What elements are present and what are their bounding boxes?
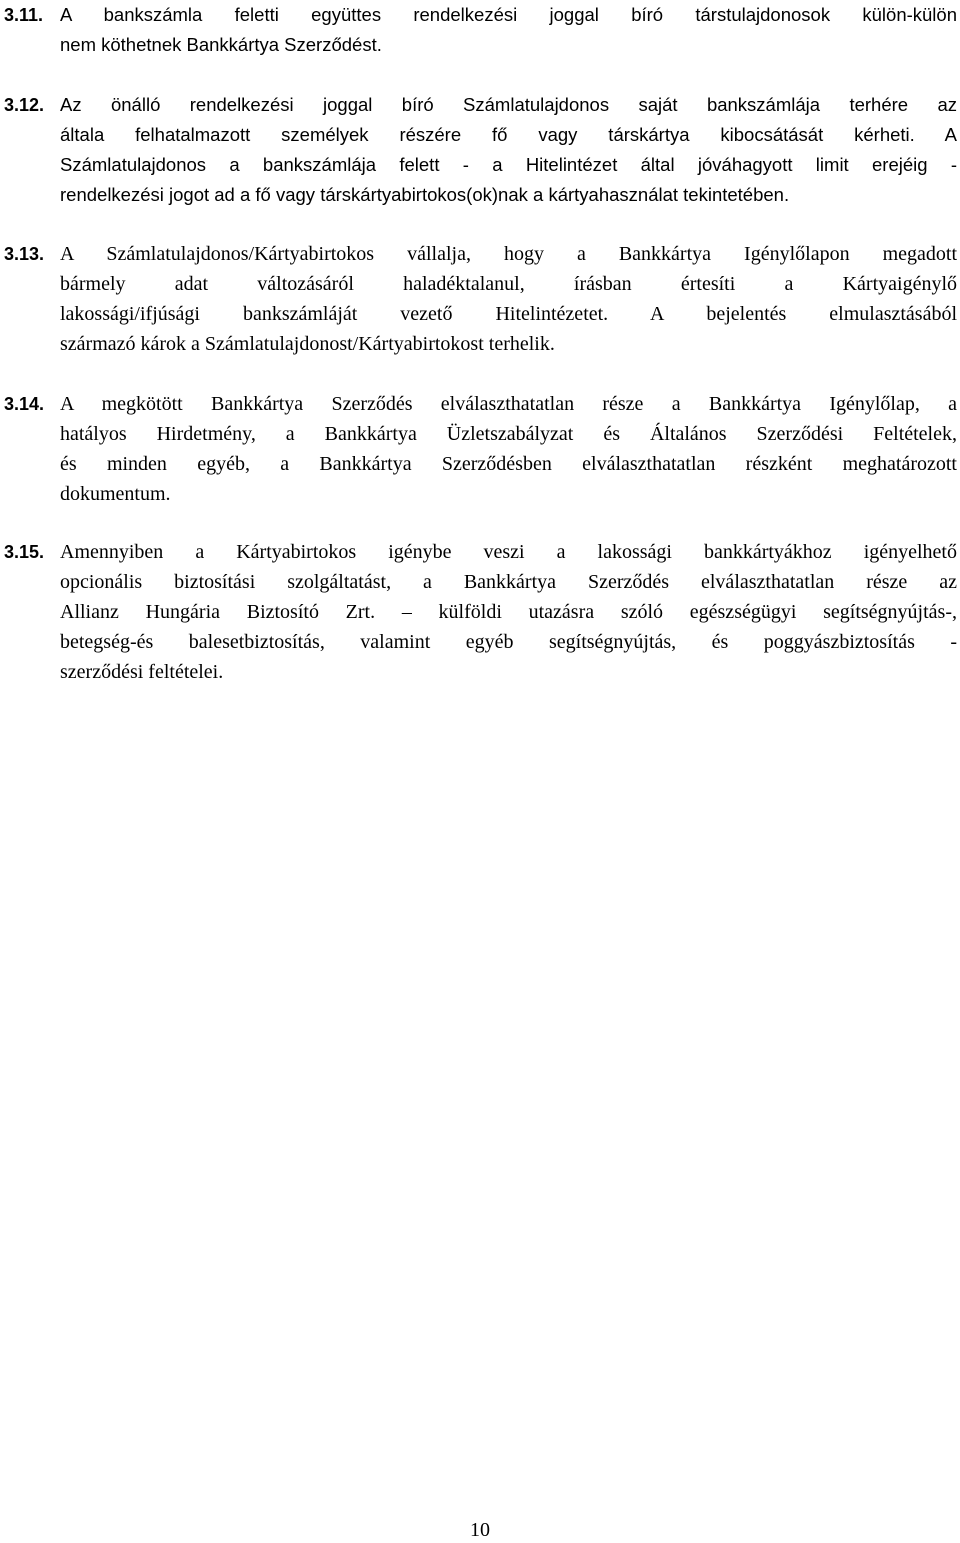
section-number: 3.15. <box>4 542 45 562</box>
text-line: opcionális biztosítási szolgáltatást, a Bankkártya Szerződés elválaszthatatlan része az <box>60 571 957 593</box>
section-text <box>60 389 957 509</box>
section-number: 3.14. <box>4 394 45 414</box>
section-text <box>60 0 957 60</box>
text-line: A Számlatulajdonos/Kártyabirtokos vállalja, hogy a Bankkártya Igénylőlapon megadott <box>60 243 957 265</box>
text-line: bármely adat változásáról haladéktalanul, írásban értesíti a Kártyaigénylő <box>60 273 957 295</box>
text-line: dokumentum. <box>60 483 171 505</box>
text-line: hatályos Hirdetmény, a Bankkártya Üzletszabályzat és Általános Szerződési Feltételek, <box>60 423 957 445</box>
text-line: Számlatulajdonos a bankszámlája felett - a Hitelintézet által jóváhagyott limit erejéig - <box>60 154 957 175</box>
text-line: lakossági/ifjúsági bankszámláját vezető Hitelintézetet. A bejelentés elmulasztásából <box>60 303 957 325</box>
section-text <box>60 537 957 687</box>
text-line: Amennyiben a Kártyabirtokos igénybe veszi a lakossági bankkártyákhoz igényelhető <box>60 541 957 563</box>
text-line: nem köthetnek Bankkártya Szerződést. <box>60 34 382 55</box>
section-number: 3.11. <box>4 5 44 25</box>
text-line: szerződési feltételei. <box>60 661 224 683</box>
text-line: Allianz Hungária Biztosító Zrt. – külföldi utazásra szóló egészségügyi segítségnyújtás-, <box>60 601 957 623</box>
text-line: A megkötött Bankkártya Szerződés elválaszthatatlan része a Bankkártya Igénylőlap, a <box>60 393 957 415</box>
text-line: származó károk a Számlatulajdonost/Kártyabirtokost terhelik. <box>60 333 555 355</box>
section-text <box>60 90 957 210</box>
page-number: 10 <box>470 1519 490 1541</box>
section-text <box>60 239 957 359</box>
text-line: betegség-és balesetbiztosítás, valamint egyéb segítségnyújtás, és poggyászbiztosítás - <box>60 631 957 653</box>
text-line: és minden egyéb, a Bankkártya Szerződésben elválaszthatatlan részként meghatározott <box>60 453 957 475</box>
section-number: 3.13. <box>4 244 45 264</box>
section-number: 3.12. <box>4 95 45 115</box>
text-line: általa felhatalmazott személyek részére fő vagy társkártya kibocsátását kérheti. A <box>60 124 957 145</box>
text-line: Az önálló rendelkezési joggal bíró Számlatulajdonos saját bankszámlája terhére az <box>60 94 957 115</box>
text-line: A bankszámla feletti együttes rendelkezési joggal bíró társtulajdonosok külön-külön <box>60 4 957 25</box>
text-line: rendelkezési jogot ad a fő vagy társkártyabirtokos(ok)nak a kártyahasználat tekintetében. <box>60 184 790 205</box>
